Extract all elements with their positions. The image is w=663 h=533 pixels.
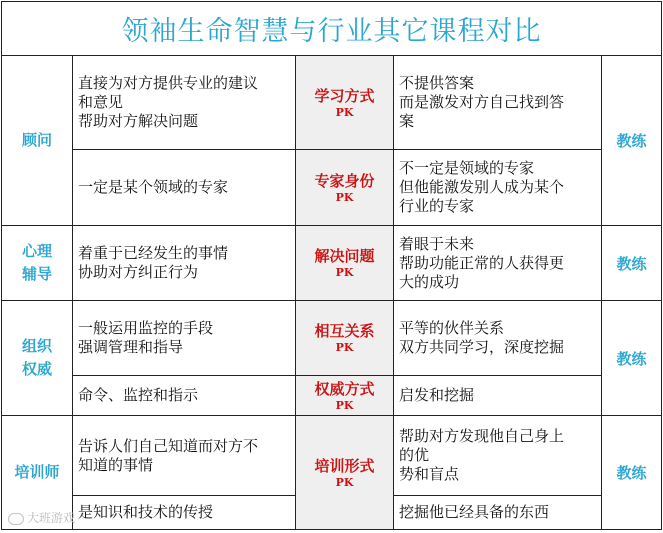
right-cell [394, 416, 602, 496]
coach-label: 教练 [602, 416, 662, 530]
cell-line: 大的成功 [399, 272, 460, 291]
cell-line: 而是激发对方自己找到答 [399, 93, 565, 111]
pk-label: 权威方式 [314, 379, 375, 398]
role-label-consultant [2, 56, 73, 226]
role-label-line: 权威 [21, 360, 52, 378]
role-label-line: 辅导 [21, 265, 52, 283]
pk-tag: PK [335, 190, 354, 204]
pk-cell-problem-solving [296, 226, 394, 301]
pk-tag: PK [335, 475, 354, 489]
pk-label: 相互关系 [314, 322, 375, 340]
right-cell [394, 150, 602, 226]
left-cell [73, 496, 296, 530]
right-cell [394, 376, 602, 416]
cell-line: 案 [399, 112, 415, 130]
left-cell [73, 416, 296, 496]
cell-line: 启发和挖掘 [399, 386, 475, 404]
pk-label: 专家身份 [314, 171, 375, 190]
cell-line: 告诉人们自己知道而对方不 [78, 436, 259, 455]
cell-line: 和意见 [78, 93, 124, 111]
role-label-line: 培训师 [14, 463, 60, 481]
page-title: 领袖生命智慧与行业其它课程对比 [2, 2, 662, 56]
cell-line: 直接为对方提供专业的建议 [78, 74, 259, 92]
coach-label: 教练 [602, 226, 662, 301]
role-label-counseling [2, 226, 73, 301]
role-label-line: 组织 [21, 337, 52, 355]
cell-line: 是知识和技术的传授 [78, 503, 214, 521]
pk-cell-authority-style [296, 376, 394, 416]
watermark-text: 大班游戏 [27, 511, 76, 525]
cell-line: 双方共同学习，深度挖掘 [399, 338, 565, 356]
cell-line: 帮助功能正常的人获得更 [399, 253, 565, 272]
cell-line: 协助对方纠正行为 [78, 263, 199, 281]
pk-cell-expert-identity [296, 150, 394, 226]
right-cell [394, 301, 602, 376]
role-label-line: 顾问 [21, 131, 52, 149]
cell-line: 不一定是领域的专家 [399, 159, 535, 177]
comparison-table [1, 1, 662, 530]
cell-line: 帮助对方发现他自己身上 [399, 427, 565, 445]
pk-cell-learning-style [296, 56, 394, 150]
cell-line: 一般运用监控的手段 [78, 319, 214, 337]
cell-line: 知道的事情 [78, 455, 154, 474]
cell-line: 的优 [399, 446, 430, 464]
cell-line: 势和盲点 [399, 465, 460, 483]
left-cell [73, 150, 296, 226]
cell-line: 挖掘他已经具备的东西 [399, 503, 550, 521]
left-cell [73, 56, 296, 150]
cell-line: 一定是某个领域的专家 [78, 178, 229, 196]
coach-label: 教练 [602, 301, 662, 416]
pk-label: 学习方式 [314, 86, 375, 105]
right-cell [394, 496, 602, 530]
left-cell [73, 376, 296, 416]
cell-line: 强调管理和指导 [78, 338, 184, 356]
pk-tag: PK [335, 398, 354, 412]
cell-line: 帮助对方解决问题 [78, 112, 199, 130]
cell-line: 不提供答案 [399, 74, 475, 92]
pk-tag: PK [335, 105, 354, 119]
pk-label: 培训形式 [314, 456, 375, 475]
pk-label: 解决问题 [314, 247, 375, 265]
pk-tag: PK [335, 266, 354, 279]
cell-line: 命令、监控和指示 [78, 386, 199, 404]
cell-line: 平等的伙伴关系 [399, 319, 505, 337]
right-cell [394, 56, 602, 150]
cell-line: 着重于已经发生的事情 [78, 244, 229, 262]
pk-cell-training-format [296, 416, 394, 530]
left-cell [73, 226, 296, 301]
left-cell [73, 301, 296, 376]
pk-tag: PK [335, 341, 354, 354]
cloud-icon [8, 513, 24, 525]
watermark [8, 509, 75, 526]
pk-cell-relationship [296, 301, 394, 376]
right-cell [394, 226, 602, 301]
coach-label: 教练 [602, 56, 662, 226]
cell-line: 行业的专家 [399, 197, 475, 215]
role-label-line: 心理 [21, 242, 52, 260]
role-label-org-authority [2, 301, 73, 416]
cell-line: 着眼于未来 [399, 234, 475, 253]
cell-line: 但他能激发别人成为某个 [399, 178, 565, 196]
